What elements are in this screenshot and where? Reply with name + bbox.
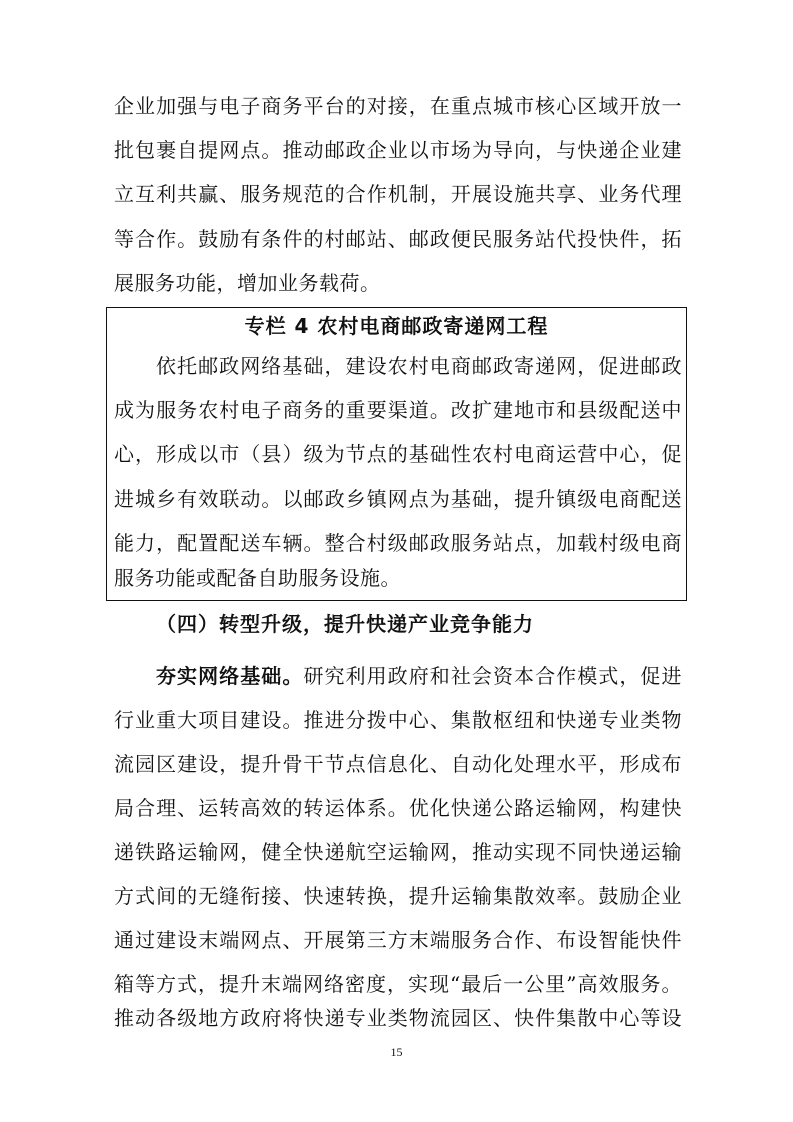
- body-text-line: 推动各级地方政府将快递专业类物流园区、快件集散中心等设: [114, 1006, 682, 1030]
- body-text-line: 方式间的无缝衔接、快速转换，提升运输集散效率。鼓励企业: [114, 884, 682, 908]
- body-text-line: 等合作。鼓励有条件的村邮站、邮政便民服务站代投快件，拓: [114, 227, 682, 251]
- body-text-line: 局合理、运转高效的转运体系。优化快递公路运输网，构建快: [114, 796, 682, 820]
- page-number: 15: [390, 1045, 403, 1059]
- box-text-line: 依托邮政网络基础，建设农村电商邮政寄递网，促进邮政: [156, 354, 682, 378]
- box-text-line: 进城乡有效联动。以邮政乡镇网点为基础，提升镇级电商配送: [114, 487, 682, 511]
- paragraph-lead: 夯实网络基础。: [156, 664, 304, 688]
- body-text-line: 行业重大项目建设。推进分拨中心、集散枢纽和快递专业类物: [114, 708, 682, 732]
- box-text-line: 成为服务农村电子商务的重要渠道。改扩建地市和县级配送中: [114, 398, 682, 422]
- section-heading: （四）转型升级，提升快递产业竞争能力: [156, 612, 534, 636]
- paragraph-lead-rest: 研究利用政府和社会资本合作模式，促进: [303, 664, 682, 688]
- body-text-line: 递铁路运输网，健全快递航空运输网，推动实现不同快递运输: [114, 840, 682, 864]
- body-text-line: 企业加强与电子商务平台的对接，在重点城市核心区域开放一: [114, 94, 682, 118]
- box-text-line: 服务功能或配备自助服务设施。: [114, 566, 401, 590]
- special-column-title: 专栏 4 农村电商邮政寄递网工程: [244, 314, 549, 338]
- body-text-line: 通过建设末端网点、开展第三方末端服务合作、布设智能快件: [114, 928, 682, 952]
- body-text-line: 流园区建设，提升骨干节点信息化、自动化处理水平，形成布: [114, 752, 682, 776]
- box-text-line: 心，形成以市（县）级为节点的基础性农村电商运营中心，促: [114, 442, 682, 466]
- body-text-line: 批包裹自提网点。推动邮政企业以市场为导向，与快递企业建: [114, 138, 682, 162]
- body-text-line: [156, 662, 682, 690]
- body-text-line: 展服务功能，增加业务载荷。: [114, 271, 381, 295]
- box-text-line: 能力，配置配送车辆。整合村级邮政服务站点，加载村级电商: [114, 531, 682, 555]
- body-text-line: 箱等方式，提升末端网络密度，实现“最后一公里”高效服务。: [114, 972, 682, 996]
- body-text-line: 立互利共赢、服务规范的合作机制，开展设施共享、业务代理: [114, 182, 682, 206]
